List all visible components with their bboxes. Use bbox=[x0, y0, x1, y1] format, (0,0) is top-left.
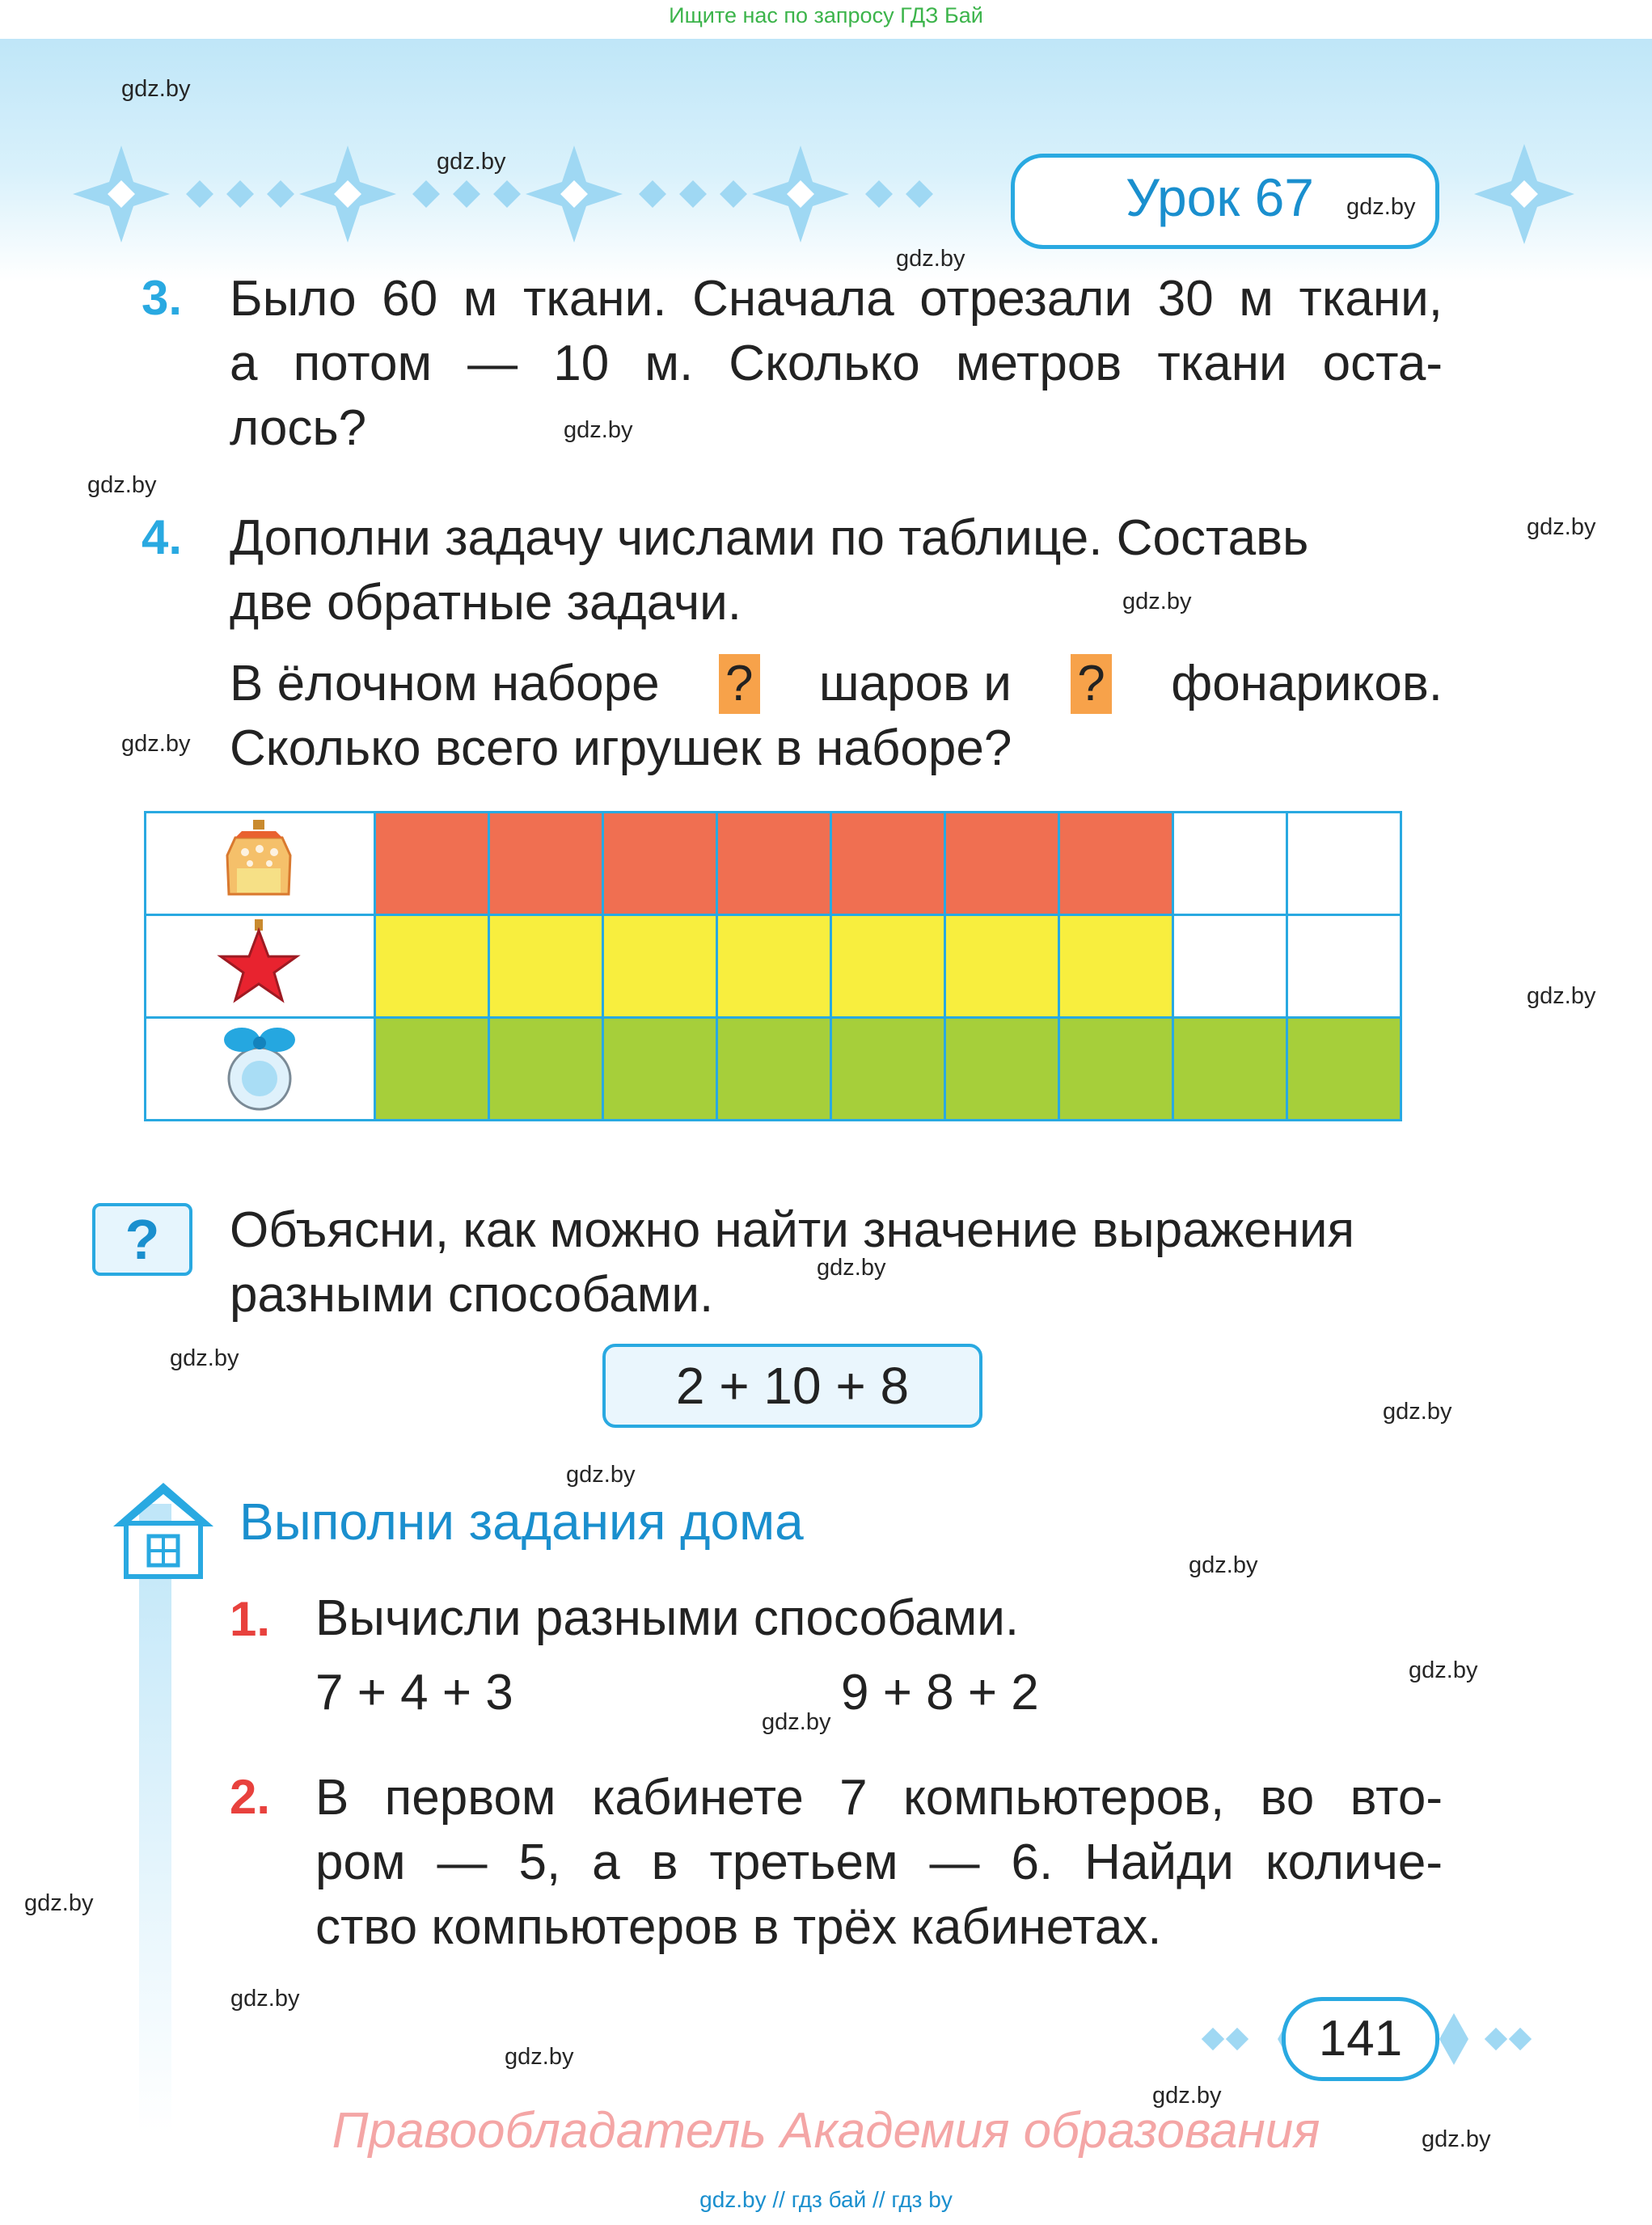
problem-text-part-2: шаров и bbox=[818, 656, 1012, 711]
table-cell bbox=[1059, 1018, 1173, 1121]
task-3-number: 3. bbox=[142, 271, 183, 325]
table-cell bbox=[375, 915, 489, 1018]
problem-text-part-1: В ёлочном наборе bbox=[230, 656, 660, 711]
table-cell bbox=[603, 1018, 717, 1121]
top-note: Ищите нас по запросу ГДЗ Бай bbox=[669, 3, 983, 27]
table-cell bbox=[489, 813, 603, 915]
copyright-notice: Правообладатель Академия образования bbox=[332, 2103, 1320, 2159]
table-cell bbox=[603, 813, 717, 915]
watermark: gdz.by bbox=[121, 731, 191, 757]
balls-count-blank[interactable]: ? bbox=[719, 654, 759, 714]
watermark: gdz.by bbox=[1189, 1552, 1258, 1578]
table-cell bbox=[375, 813, 489, 915]
lanterns-count-blank[interactable]: ? bbox=[1071, 654, 1111, 714]
home-task-2-line-1: В первом кабинете 7 компьютеров, во вто- bbox=[315, 1770, 1443, 1826]
watermark: gdz.by bbox=[437, 149, 506, 175]
watermark: gdz.by bbox=[1383, 1399, 1452, 1425]
table-cell bbox=[717, 813, 831, 915]
table-cell bbox=[717, 1018, 831, 1121]
page-number: 141 bbox=[1282, 1997, 1439, 2081]
ornaments-table bbox=[144, 811, 1402, 1121]
star-ornament-icon bbox=[146, 916, 371, 1012]
watermark: gdz.by bbox=[564, 417, 633, 443]
home-task-1-number: 1. bbox=[230, 1592, 271, 1646]
task-3-line-2: а потом — 10 м. Сколько метров ткани оста- bbox=[230, 336, 1443, 391]
table-cell bbox=[1173, 813, 1287, 915]
task-4-line-2: две обратные задачи. bbox=[230, 575, 741, 631]
star-row bbox=[146, 915, 1401, 1018]
table-cell bbox=[1287, 915, 1401, 1018]
table-cell bbox=[831, 915, 945, 1018]
task-4-problem-line-1 bbox=[230, 652, 1443, 716]
home-section-title: Выполни задания дома bbox=[239, 1492, 804, 1551]
watermark: gdz.by bbox=[1422, 2126, 1491, 2152]
task-3-line-3: лось? bbox=[230, 400, 367, 456]
watermark: gdz.by bbox=[24, 1890, 94, 1916]
watermark: gdz.by bbox=[1409, 1657, 1478, 1683]
home-task-2-line-2: ром — 5, а в третьем — 6. Найди количе- bbox=[315, 1834, 1443, 1890]
table-cell bbox=[831, 1018, 945, 1121]
watermark: gdz.by bbox=[87, 472, 157, 498]
ball-row bbox=[146, 1018, 1401, 1121]
table-cell bbox=[603, 915, 717, 1018]
watermark: gdz.by bbox=[1527, 983, 1596, 1009]
expression-box: 2 + 10 + 8 bbox=[602, 1344, 982, 1428]
problem-text-part-3: фонариков. bbox=[1171, 656, 1443, 711]
watermark: gdz.by bbox=[1122, 589, 1192, 614]
task-4-line-1: Дополни задачу числами по таблице. Составь bbox=[230, 510, 1309, 566]
table-cell bbox=[1173, 915, 1287, 1018]
bottom-links[interactable]: gdz.by // гдз бай // гдз by bbox=[699, 2187, 953, 2212]
watermark: gdz.by bbox=[1346, 194, 1416, 220]
ball-cell bbox=[146, 1018, 375, 1121]
watermark: gdz.by bbox=[762, 1709, 831, 1735]
table-cell bbox=[1059, 813, 1173, 915]
table-cell bbox=[831, 813, 945, 915]
ball-ornament-icon bbox=[146, 1019, 371, 1115]
table-cell bbox=[489, 915, 603, 1018]
house-icon bbox=[107, 1478, 220, 1583]
home-section-bar bbox=[139, 1504, 171, 2134]
home-task-1-expression-1: 7 + 4 + 3 bbox=[315, 1665, 513, 1720]
home-task-2-number: 2. bbox=[230, 1770, 271, 1824]
lantern-cell bbox=[146, 813, 375, 915]
table-cell bbox=[1059, 915, 1173, 1018]
question-icon: ? bbox=[92, 1203, 192, 1276]
watermark: gdz.by bbox=[170, 1345, 239, 1371]
table-cell bbox=[375, 1018, 489, 1121]
table-cell bbox=[489, 1018, 603, 1121]
home-task-1-text: Вычисли разными способами. bbox=[315, 1590, 1020, 1646]
table-cell bbox=[945, 915, 1059, 1018]
watermark: gdz.by bbox=[230, 1986, 300, 2012]
watermark: gdz.by bbox=[566, 1462, 636, 1488]
task-4-problem-line-2: Сколько всего игрушек в наборе? bbox=[230, 720, 1012, 776]
table-cell bbox=[1287, 1018, 1401, 1121]
question-line-1: Объясни, как можно найти значение выражения bbox=[230, 1202, 1355, 1258]
table-cell bbox=[717, 915, 831, 1018]
task-3-line-1: Было 60 м ткани. Сначала отрезали 30 м ткани, bbox=[230, 271, 1443, 327]
table-cell bbox=[945, 813, 1059, 915]
table-cell bbox=[1173, 1018, 1287, 1121]
task-4-number: 4. bbox=[142, 510, 183, 564]
ornament-strip-icon bbox=[65, 137, 987, 251]
question-line-2: разными способами. bbox=[230, 1267, 714, 1323]
watermark: gdz.by bbox=[1152, 2083, 1222, 2109]
watermark: gdz.by bbox=[1527, 514, 1596, 540]
table-cell bbox=[945, 1018, 1059, 1121]
lantern-row bbox=[146, 813, 1401, 915]
snowflake-icon bbox=[1468, 137, 1581, 251]
watermark: gdz.by bbox=[896, 246, 965, 272]
table-cell bbox=[1287, 813, 1401, 915]
watermark: gdz.by bbox=[505, 2044, 574, 2070]
watermark: gdz.by bbox=[817, 1255, 886, 1281]
lesson-title: Урок 67 bbox=[1126, 167, 1314, 227]
watermark: gdz.by bbox=[121, 76, 191, 102]
star-cell bbox=[146, 915, 375, 1018]
home-task-2-line-3: ство компьютеров в трёх кабинетах. bbox=[315, 1899, 1162, 1955]
home-task-1-expression-2: 9 + 8 + 2 bbox=[841, 1665, 1039, 1720]
lantern-ornament-icon bbox=[146, 813, 371, 910]
